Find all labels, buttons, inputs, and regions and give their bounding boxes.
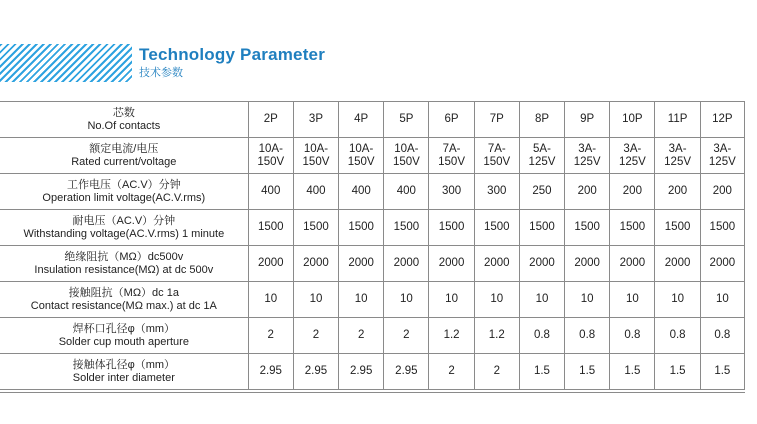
- table-cell: 1.2: [474, 318, 519, 354]
- table-cell: 2: [248, 318, 293, 354]
- row-label: [0, 210, 248, 246]
- table-cell: 1500: [655, 210, 700, 246]
- table-cell: 10: [655, 282, 700, 318]
- row-label-cn: 焊杯口孔径φ（mm）: [72, 322, 176, 335]
- table-cell: 2.95: [339, 354, 384, 390]
- table-cell: 1.5: [610, 354, 655, 390]
- table-cell: 300: [429, 174, 474, 210]
- row-label: [0, 318, 248, 354]
- table-cell: 2000: [384, 246, 429, 282]
- cell-line: 150V: [483, 155, 511, 168]
- cell-line: 125V: [573, 155, 601, 168]
- column-header: 11P: [655, 102, 700, 138]
- cell-line: 150V: [347, 155, 375, 168]
- table-row: [0, 354, 745, 390]
- table-cell: 200: [655, 174, 700, 210]
- column-header: 4P: [339, 102, 384, 138]
- table-cell: 1.5: [700, 354, 744, 390]
- table-cell: 2000: [293, 246, 338, 282]
- column-header: 5P: [384, 102, 429, 138]
- table-cell: 10: [519, 282, 564, 318]
- row-label-en: Contact resistance(MΩ max.) at dc 1A: [30, 299, 217, 312]
- table-cell: 250: [519, 174, 564, 210]
- row-label-cn: 工作电压（AC.V）分钟: [66, 178, 181, 191]
- cell-line: 150V: [302, 155, 330, 168]
- column-header: 9P: [565, 102, 610, 138]
- table-cell: 2000: [565, 246, 610, 282]
- row-label-cn: 额定电流/电压: [89, 142, 159, 155]
- spec-table: [0, 101, 745, 390]
- row-label-en: Insulation resistance(MΩ) at dc 500v: [34, 263, 214, 276]
- table-cell: 2.95: [384, 354, 429, 390]
- table-row: [0, 138, 745, 174]
- table-cell: 1500: [248, 210, 293, 246]
- page-subtitle: 技术参数: [139, 67, 183, 79]
- table-cell: 400: [293, 174, 338, 210]
- row-label-en: Withstanding voltage(AC.V.rms) 1 minute: [23, 227, 225, 240]
- table-cell: 1500: [384, 210, 429, 246]
- table-cell: 2: [429, 354, 474, 390]
- cell-line: 3A-: [578, 142, 597, 155]
- table-cell: 1500: [700, 210, 744, 246]
- row-label: [0, 282, 248, 318]
- cell-line: 5A-: [533, 142, 551, 155]
- table-cell: 2000: [700, 246, 744, 282]
- cell-line: 3A-: [623, 142, 642, 155]
- cell-line: 7A-: [442, 142, 461, 155]
- column-header: 2P: [248, 102, 293, 138]
- table-cell: 1500: [565, 210, 610, 246]
- cell-line: 3A-: [668, 142, 687, 155]
- row-label: [0, 174, 248, 210]
- cell-line: 10A-: [303, 142, 329, 155]
- table-row: [0, 318, 745, 354]
- table-cell: 1500: [610, 210, 655, 246]
- table-cell: 1500: [519, 210, 564, 246]
- table-cell: 1500: [429, 210, 474, 246]
- column-header: 7P: [474, 102, 519, 138]
- cell-line: 125V: [528, 155, 556, 168]
- title-block: [139, 44, 325, 80]
- table-cell: [248, 138, 293, 174]
- cell-line: 10A-: [258, 142, 283, 155]
- table-cell: [610, 138, 655, 174]
- table-cell: 10: [339, 282, 384, 318]
- table-cell: 2000: [248, 246, 293, 282]
- table-cell: 0.8: [565, 318, 610, 354]
- table-cell: 2.95: [248, 354, 293, 390]
- row-label-cn: 绝缘阻抗（MΩ）dc500v: [64, 250, 184, 263]
- table-cell: 300: [474, 174, 519, 210]
- row-label-cn: 接触阻抗（MΩ）dc 1a: [68, 286, 179, 299]
- table-cell: 2000: [655, 246, 700, 282]
- table-cell: 2000: [474, 246, 519, 282]
- row-label: [0, 246, 248, 282]
- table-cell: 200: [700, 174, 744, 210]
- row-label-en: Rated current/voltage: [71, 155, 177, 168]
- cell-line: 10A-: [394, 142, 419, 155]
- table-cell: [474, 138, 519, 174]
- table-cell: 10: [700, 282, 744, 318]
- row-label: [0, 354, 248, 390]
- cell-line: 3A-: [713, 142, 732, 155]
- table-cell: 0.8: [700, 318, 744, 354]
- table-cell: 200: [565, 174, 610, 210]
- table-cell: 2000: [339, 246, 384, 282]
- table-cell: 1.2: [429, 318, 474, 354]
- table-cell: 400: [384, 174, 429, 210]
- table-cell: 200: [610, 174, 655, 210]
- table-cell: 1.5: [519, 354, 564, 390]
- table-row: [0, 282, 745, 318]
- table-cell: 1.5: [655, 354, 700, 390]
- cell-line: 125V: [664, 155, 692, 168]
- table-row: [0, 210, 745, 246]
- page-title: Technology Parameter: [139, 45, 326, 64]
- table-cell: [429, 138, 474, 174]
- table-bottom-rule: [0, 392, 745, 393]
- spec-table-body: [0, 102, 745, 390]
- row-label: [0, 138, 248, 174]
- table-cell: [384, 138, 429, 174]
- column-header: 3P: [293, 102, 338, 138]
- table-cell: 0.8: [610, 318, 655, 354]
- table-cell: 2000: [610, 246, 655, 282]
- table-cell: 2000: [429, 246, 474, 282]
- row-label-en: Operation limit voltage(AC.V.rms): [42, 191, 206, 204]
- table-cell: 1.5: [565, 354, 610, 390]
- table-cell: [700, 138, 744, 174]
- column-header: 12P: [700, 102, 744, 138]
- table-cell: 10: [248, 282, 293, 318]
- table-cell: 0.8: [655, 318, 700, 354]
- table-cell: 10: [429, 282, 474, 318]
- cell-line: 150V: [438, 155, 465, 168]
- table-cell: [339, 138, 384, 174]
- cell-line: 150V: [257, 155, 285, 168]
- table-cell: [565, 138, 610, 174]
- row-label-en: Solder inter diameter: [72, 371, 175, 384]
- table-cell: 400: [248, 174, 293, 210]
- table-cell: 2: [339, 318, 384, 354]
- row-label-en: Solder cup mouth aperture: [58, 335, 189, 348]
- row-label-en: No.Of contacts: [87, 119, 161, 132]
- table-cell: 2.95: [293, 354, 338, 390]
- table-cell: 10: [474, 282, 519, 318]
- table-cell: 1500: [293, 210, 338, 246]
- table-cell: 1500: [339, 210, 384, 246]
- decorative-stripes: [0, 44, 132, 82]
- table-cell: 400: [339, 174, 384, 210]
- cell-line: 7A-: [487, 142, 506, 155]
- row-label: [0, 102, 248, 138]
- table-cell: 0.8: [519, 318, 564, 354]
- table-cell: [655, 138, 700, 174]
- column-header: 8P: [519, 102, 564, 138]
- row-label-cn: 耐电压（AC.V）分钟: [72, 214, 176, 227]
- table-cell: 10: [293, 282, 338, 318]
- table-row: [0, 246, 745, 282]
- cell-line: 150V: [392, 155, 420, 168]
- table-cell: 2: [293, 318, 338, 354]
- table-cell: [519, 138, 564, 174]
- table-cell: 2000: [519, 246, 564, 282]
- table-cell: 1500: [474, 210, 519, 246]
- table-cell: 2: [474, 354, 519, 390]
- column-header: 6P: [429, 102, 474, 138]
- row-label-cn: 芯数: [112, 106, 135, 119]
- table-cell: 10: [610, 282, 655, 318]
- table-cell: 10: [384, 282, 429, 318]
- table-row: [0, 102, 745, 138]
- column-header: 10P: [610, 102, 655, 138]
- cell-line: 125V: [618, 155, 646, 168]
- row-label-cn: 接触体孔径φ（mm）: [72, 358, 176, 371]
- cell-line: 125V: [708, 155, 736, 168]
- table-cell: 2: [384, 318, 429, 354]
- table-row: [0, 174, 745, 210]
- table-cell: 10: [565, 282, 610, 318]
- table-cell: [293, 138, 338, 174]
- cell-line: 10A-: [349, 142, 374, 155]
